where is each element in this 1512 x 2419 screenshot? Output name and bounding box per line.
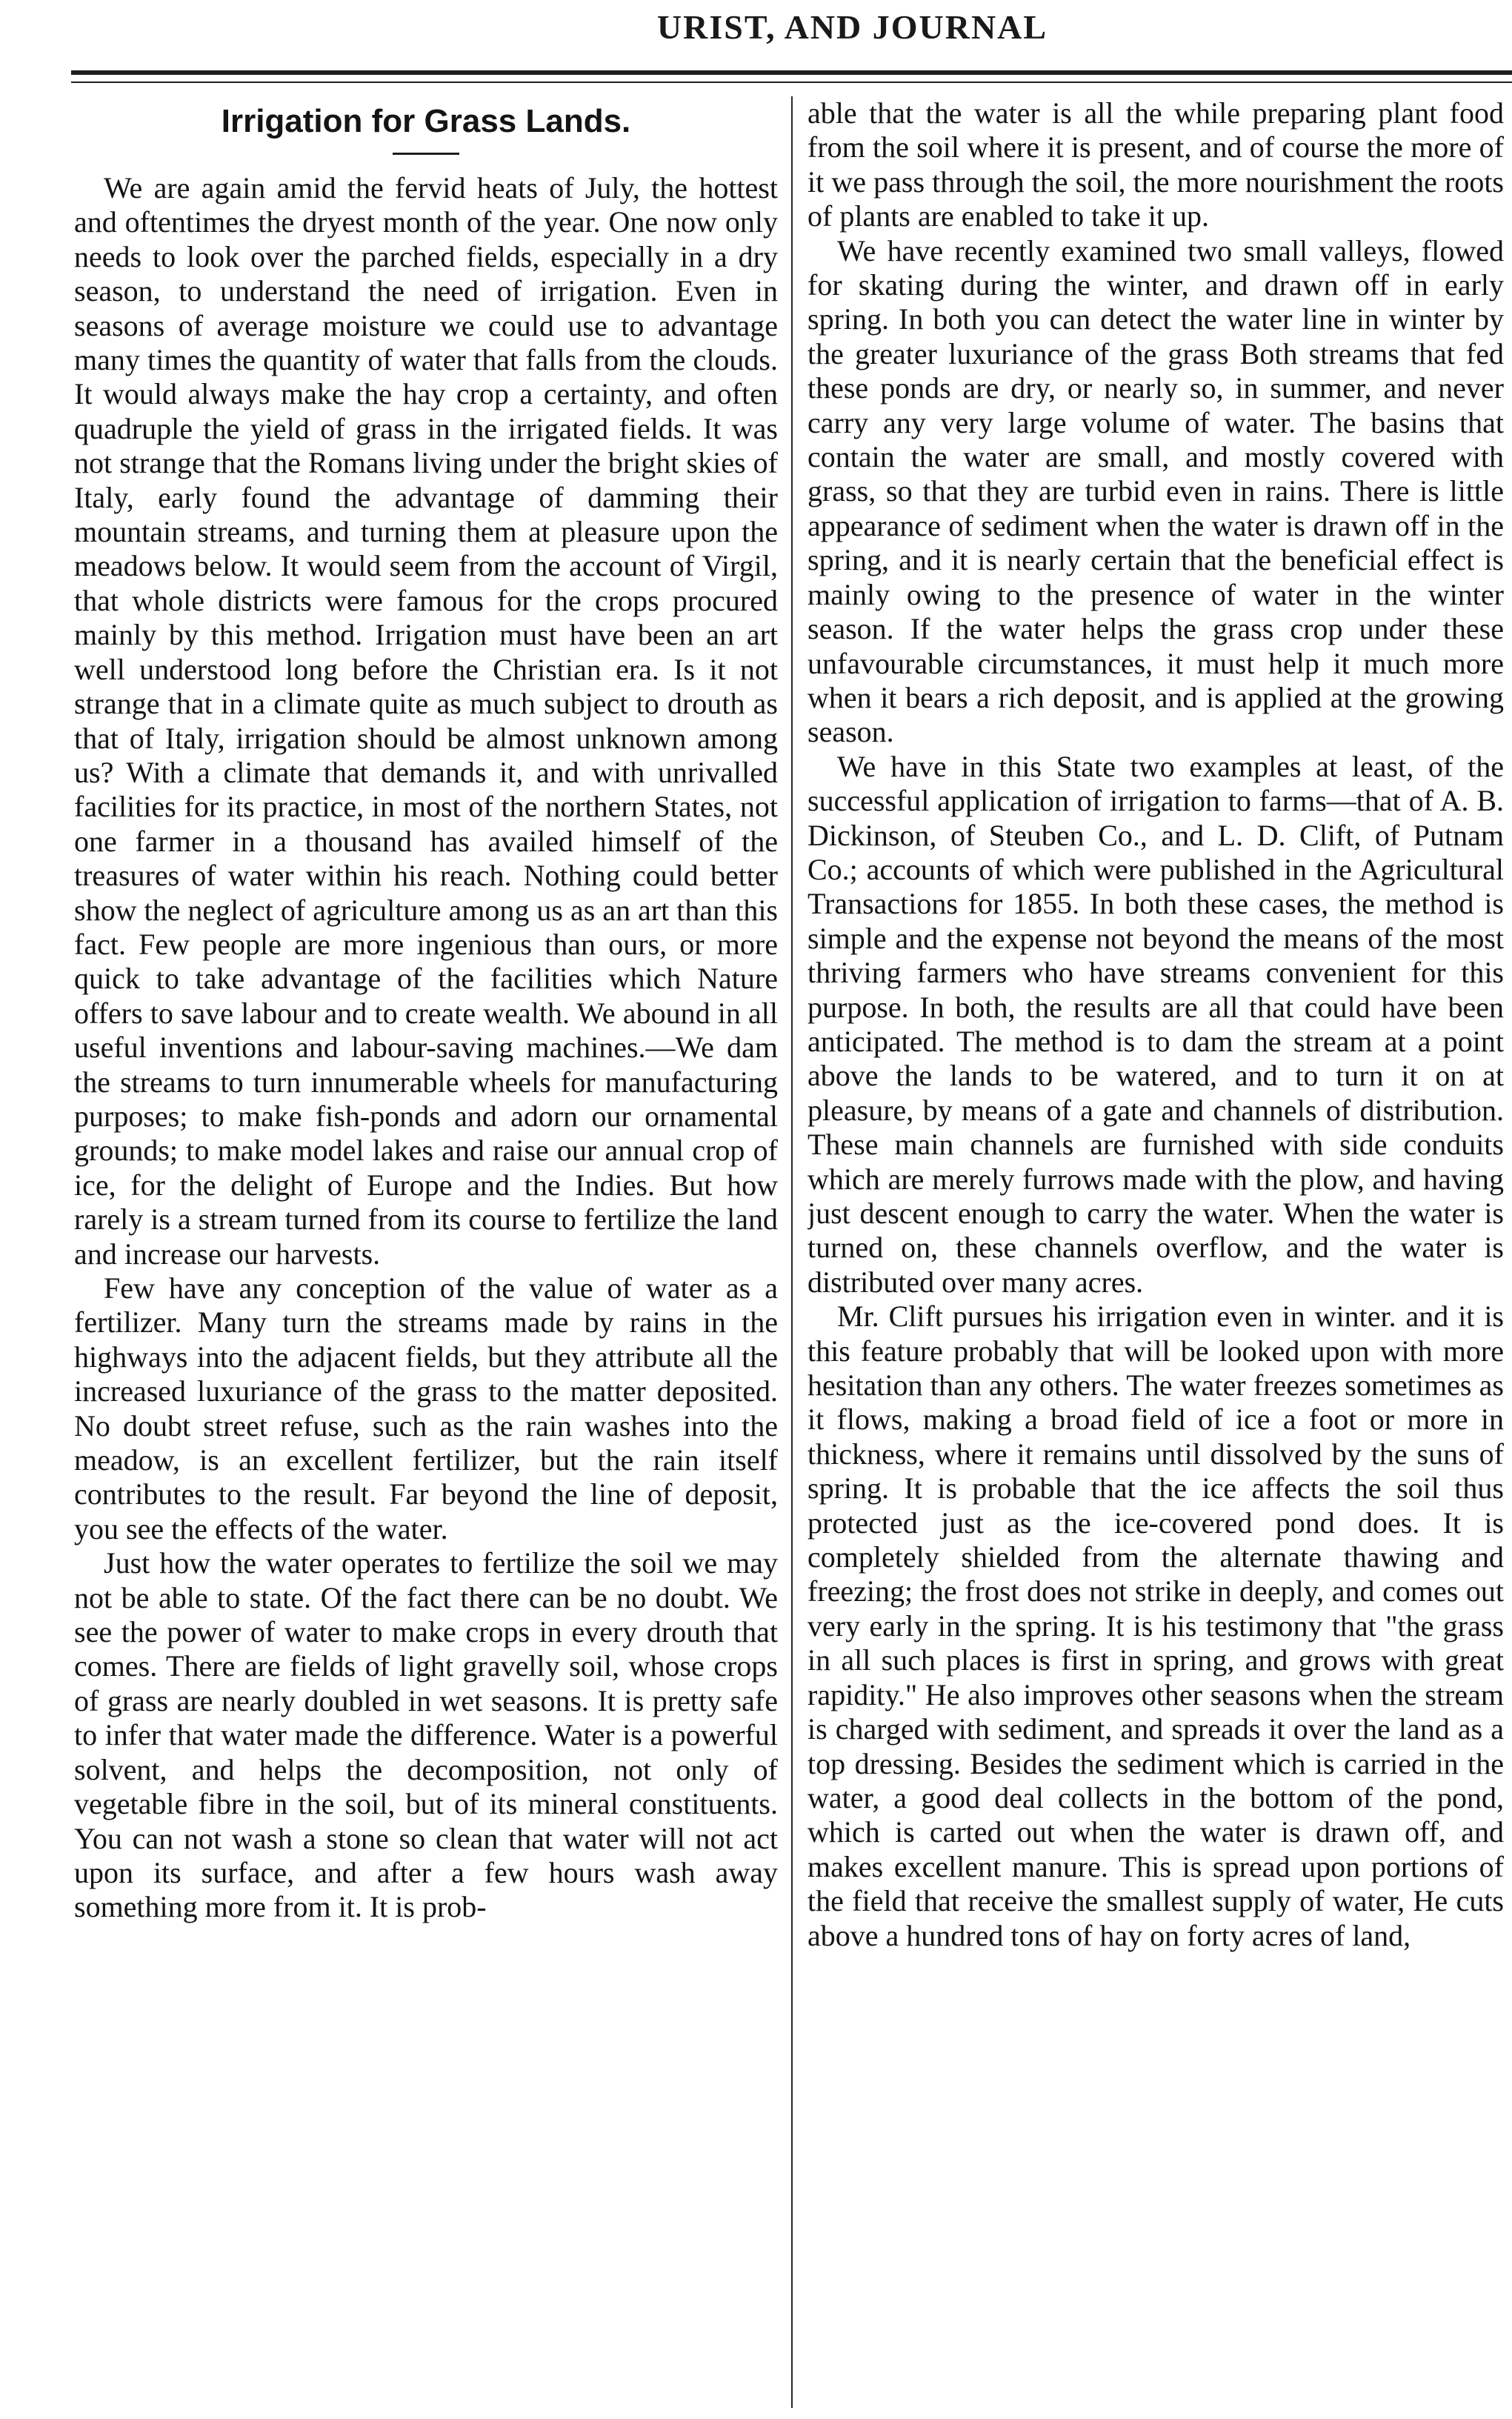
- paragraph: We are again amid the fervid heats of July, the hottest and oftentimes the dryest month of the year. One now only needs to look over the parched fields, especially in a dry season, to understand the need of irrigation. Even in seasons of average moisture we could use to advantage many times the quantity of water that falls from the clouds. It would always make the hay crop a certainty, and often quadruple the yield of grass in the irrigated fields. It was not strange that the Romans living under the bright skies of Italy, early found the advantage of damming their mountain streams, and turning them at pleasure upon the meadows below. It would seem from the account of Virgil, that whole districts were famous for the crops procured mainly by this method. Irrigation must have been an art well understood long before the Christian era. Is it not strange that in a climate quite as much subject to drouth as that of Italy, irrigation should be almost unknown among us? With a climate that demands it, and with unrivalled facilities for its practice, in most of the northern States, not one farmer in a thousand has availed himself of the treasures of water within his reach. Nothing could better show the neglect of agriculture among us as an art than this fact. Few people are more ingenious than ours, or more quick to take advantage of the facilities which Nature offers to save labour and to create wealth. We abound in all useful inventions and labour-saving machines.—We dam the streams to turn innumerable wheels for manufacturing purposes; to make fish-ponds and adorn our ornamental grounds; to make model lakes and raise our annual crop of ice, for the delight of Europe and the Indies. But how rarely is a stream turned from its course to fertilize the land and increase our harvests.: [74, 171, 778, 1271]
- article-title: Irrigation for Grass Lands.: [221, 103, 631, 139]
- header-rule-thick: [71, 70, 1512, 75]
- page-header: [0, 7, 1512, 67]
- paragraph: We have in this State two examples at least, of the successful application of irrigation to farms—that of A. B. Dickinson, of Steuben Co., and L. D. Clift, of Putnam Co.; accounts of which were published in the Agricultural Transactions for 1855. In both these cases, the method is simple and the expense not beyond the means of the most thriving farmers who have streams convenient for this purpose. In both, the results are all that could have been anticipated. The method is to dam the stream at a point above the lands to be watered, and to turn it on at pleasure, by means of a gate and channels of distribution. These main channels are furnished with side conduits which are merely furrows made with the plow, and having just descent enough to carry the water. When the water is turned on, these channels overflow, and the water is distributed over many acres.: [807, 749, 1504, 1299]
- paragraph-continuation: able that the water is all the while preparing plant food from the soil where it is present, and of course the more of it we pass through the soil, the more nourishment the roots of plants are enabled to take it up.: [807, 96, 1504, 233]
- column-divider: [791, 96, 793, 2408]
- title-rule: [393, 153, 459, 155]
- left-column: [74, 96, 778, 2408]
- paragraph: Few have any conception of the value of water as a fertilizer. Many turn the streams made by rains in the highways into the adjacent fields, but they attribute all the increased luxuriance of the grass to the matter deposited. No doubt street refuse, such as the rain washes into the meadow, is an excellent fertilizer, but the rain itself contributes to the result. Far beyond the line of deposit, you see the effects of the water.: [74, 1271, 778, 1545]
- right-column: [807, 96, 1504, 2408]
- header-rule-thin: [71, 81, 1512, 83]
- paragraph: We have recently examined two small valleys, flowed for skating during the winter, and drawn off in early spring. In both you can detect the water line in winter by the greater luxuriance of the grass Both streams that fed these ponds are dry, or nearly so, in summer, and never carry any very large volume of water. The basins that contain the water are small, and mostly covered with grass, so that they are turbid even in rains. There is little appearance of sediment when the water is drawn off in the spring, and it is nearly certain that the beneficial effect is mainly owing to the presence of water in the winter season. If the water helps the grass crop under these unfavourable circumstances, it must help it much more when it bears a rich deposit, and is applied at the growing season.: [807, 233, 1504, 749]
- paragraph: Just how the water operates to fertilize the soil we may not be able to state. Of the fact there can be no doubt. We see the power of water to make crops in every drouth that comes. There are fields of light gravelly soil, whose crops of grass are nearly doubled in wet seasons. It is pretty safe to infer that water made the difference. Water is a powerful solvent, and helps the decomposition, not only of vegetable fibre in the soil, but of its mineral constituents. You can not wash a stone so clean that water will not act upon its surface, and after a few hours wash away something more from it. It is prob-: [74, 1546, 778, 1924]
- journal-title: URIST, AND JOURNAL: [656, 8, 1048, 46]
- paragraph: Mr. Clift pursues his irrigation even in winter. and it is this feature probably that will be looked upon with more hesitation than any others. The water freezes sometimes as it flows, making a broad field of ice a foot or more in thickness, where it remains until dissolved by the suns of spring. It is probable that the ice affects the soil thus protected just as the ice-covered pond does. It is completely shielded from the alternate thawing and freezing; the frost does not strike in deeply, and comes out very early in the spring. It is his testimony that "the grass in all such places is first in spring, and grows with great rapidity." He also improves other seasons when the stream is charged with sediment, and spreads it over the land as a top dressing. Besides the sediment which is carried in the water, a good deal collects in the bottom of the pond, which is carted out when the water is drawn off, and makes excellent manure. This is spread upon portions of the field that receive the smallest supply of water, He cuts above a hundred tons of hay on forty acres of land,: [807, 1300, 1504, 1952]
